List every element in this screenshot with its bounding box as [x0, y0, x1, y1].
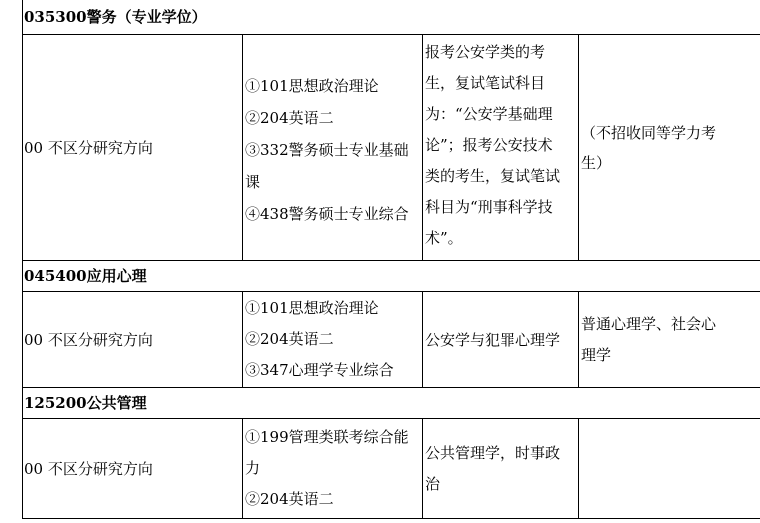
remark-line: 普通心理学、社会心 — [581, 314, 717, 333]
exam-subject-item: ③347心理学专业综合 — [245, 361, 394, 379]
remark-line: 生） — [581, 153, 612, 172]
retest-line: 生，复试笔试科目 — [425, 74, 546, 92]
section-header-row — [23, 261, 760, 292]
exam-subject-item: ①101思想政治理论 — [245, 299, 379, 317]
exam-subjects — [243, 419, 423, 519]
exam-subject-item: ①101思想政治理论 — [245, 76, 379, 95]
exam-subject-item: ②204英语二 — [245, 108, 334, 127]
exam-subject-item: ②204英语二 — [245, 490, 334, 508]
research-direction: 00 不区分研究方向 — [23, 292, 243, 388]
retest-line: 类的考生，复试笔试 — [425, 167, 561, 185]
exam-subject-item: ②204英语二 — [245, 330, 334, 348]
exam-subjects — [243, 35, 423, 261]
table-row — [23, 35, 760, 261]
remark-line: （不招收同等学力考 — [581, 123, 717, 142]
program-header: 125200公共管理 — [23, 388, 760, 419]
retest-line: 报考公安学类的考 — [425, 43, 546, 61]
exam-subject-item: 课 — [245, 172, 261, 191]
exam-subject-item: ④438警务硕士专业综合 — [245, 204, 409, 223]
retest-line: 术”。 — [425, 229, 463, 247]
table-row — [23, 419, 760, 519]
retest-line: 为：“公安学基础理 — [425, 105, 553, 123]
retest-subjects — [423, 419, 579, 519]
admissions-table — [22, 0, 760, 519]
exam-subject-item: ③332警务硕士专业基础 — [245, 140, 409, 159]
remark — [579, 419, 760, 519]
remark — [579, 35, 760, 261]
retest-subjects — [423, 292, 579, 388]
exam-subject-item: 力 — [245, 459, 261, 477]
retest-line: 公安学与犯罪心理学 — [425, 330, 561, 349]
retest-line: 科目为“刑事科学技 — [425, 198, 553, 216]
exam-subject-item: ①199管理类联考综合能 — [245, 428, 409, 446]
retest-line: 公共管理学，时事政 — [425, 443, 561, 462]
remark-line: 理学 — [581, 345, 612, 364]
program-header: 035300警务（专业学位） — [23, 0, 760, 35]
remark — [579, 292, 760, 388]
retest-subjects — [423, 35, 579, 261]
program-header: 045400应用心理 — [23, 261, 760, 292]
table-row — [23, 292, 760, 388]
section-header-row — [23, 388, 760, 419]
exam-subjects — [243, 292, 423, 388]
section-header-row — [23, 0, 760, 35]
retest-line: 治 — [425, 474, 441, 493]
research-direction: 00 不区分研究方向 — [23, 35, 243, 261]
retest-line: 论”；报考公安技术 — [425, 136, 553, 154]
research-direction: 00 不区分研究方向 — [23, 419, 243, 519]
